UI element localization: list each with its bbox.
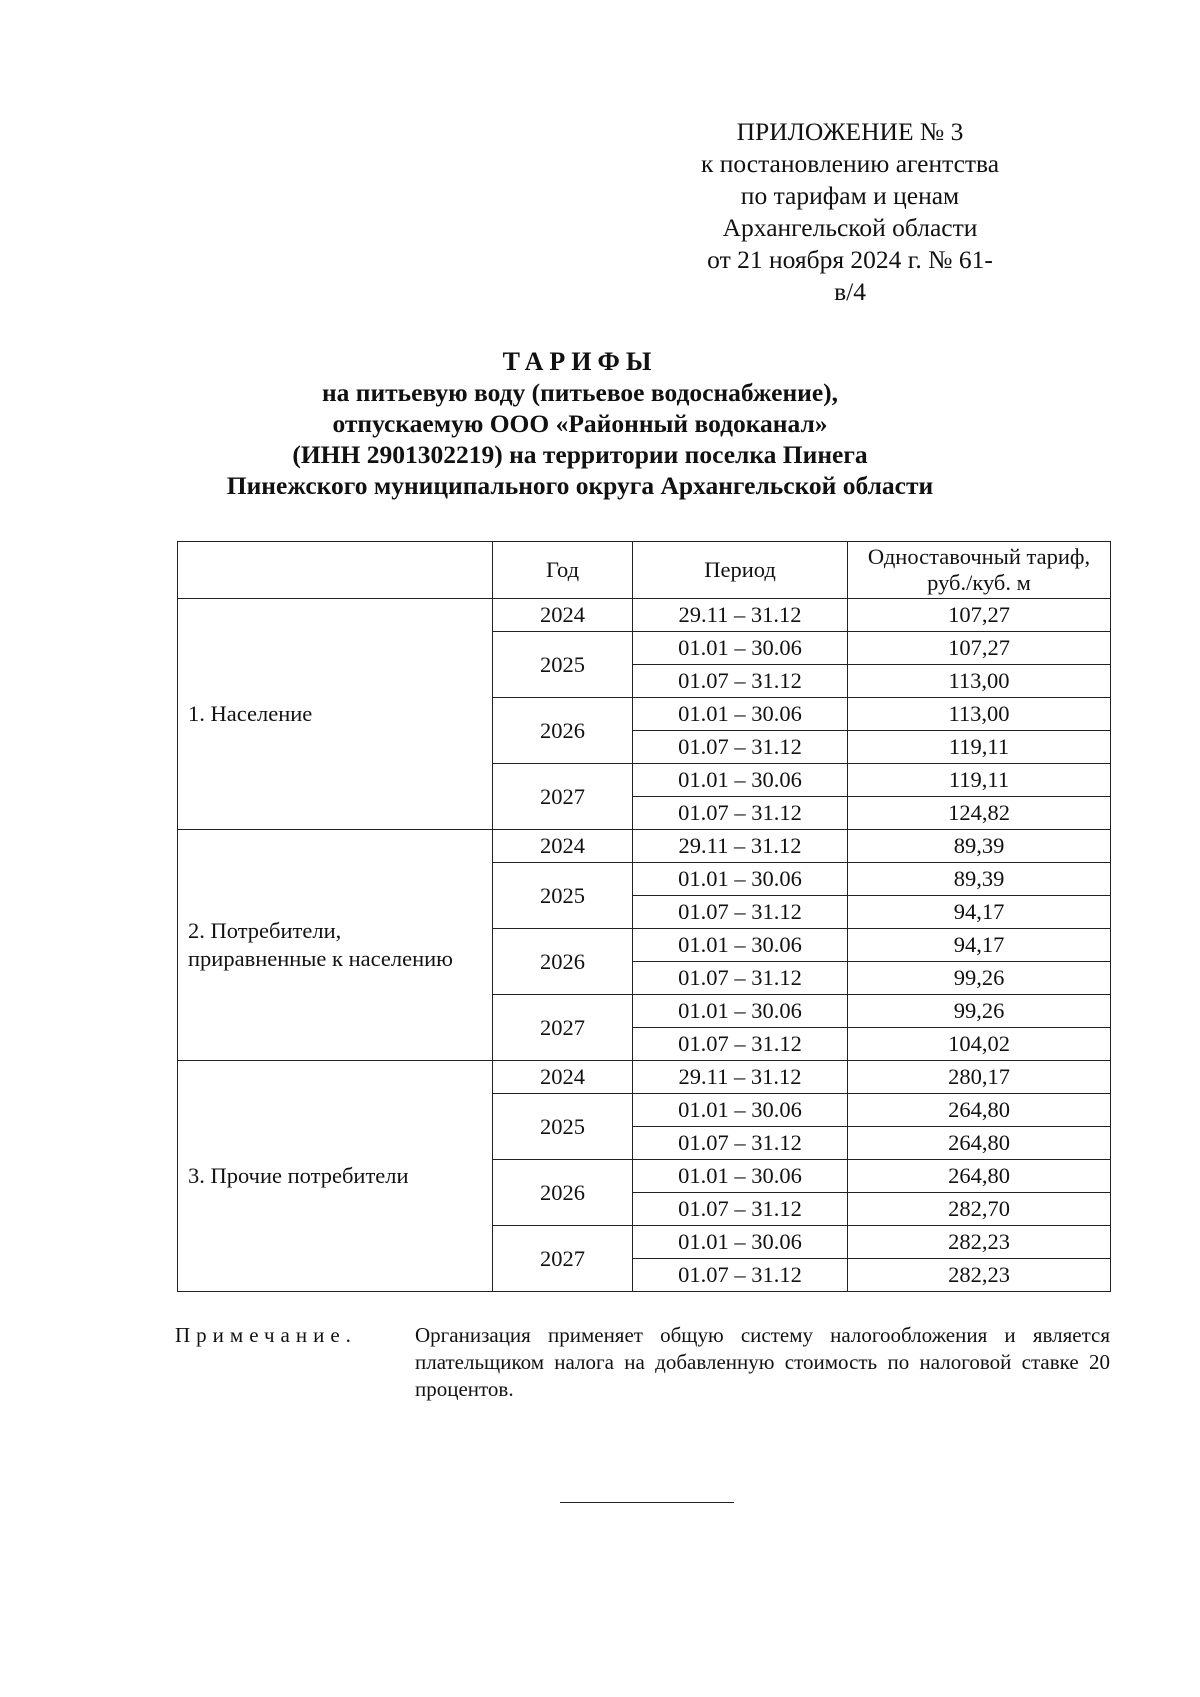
period-cell: 01.01 – 30.06	[633, 1094, 848, 1127]
tariff-cell: 264,80	[848, 1094, 1111, 1127]
period-cell: 01.07 – 31.12	[633, 1127, 848, 1160]
tariff-cell: 264,80	[848, 1160, 1111, 1193]
period-cell: 29.11 – 31.12	[633, 599, 848, 632]
tariff-cell: 107,27	[848, 599, 1111, 632]
table-row	[178, 599, 1111, 632]
year-cell: 2025	[493, 632, 633, 698]
appendix-number: ПРИЛОЖЕНИЕ № 3	[736, 117, 964, 146]
category-cell: 1. Население	[178, 599, 493, 830]
year-cell: 2026	[493, 698, 633, 764]
table-row	[178, 830, 1111, 863]
period-cell: 01.01 – 30.06	[633, 1160, 848, 1193]
note-label: Примечание.	[175, 1323, 357, 1347]
period-cell: 01.07 – 31.12	[633, 1028, 848, 1061]
title-line: (ИНН 2901302219) на территории поселка Пинега	[292, 440, 868, 469]
period-cell: 01.01 – 30.06	[633, 698, 848, 731]
appendix-ref-line: к постановлению агентства	[700, 149, 1000, 178]
header-period: Период	[633, 542, 848, 599]
year-cell: 2024	[493, 1061, 633, 1094]
year-cell: 2027	[493, 764, 633, 830]
tariff-cell: 104,02	[848, 1028, 1111, 1061]
period-cell: 01.01 – 30.06	[633, 863, 848, 896]
appendix-date-line: от 21 ноября 2024 г. № 61-в/4	[707, 245, 993, 306]
tariff-cell: 89,39	[848, 830, 1111, 863]
period-cell: 01.07 – 31.12	[633, 962, 848, 995]
appendix-ref-line: Архангельской области	[722, 213, 978, 242]
tariff-cell: 99,26	[848, 995, 1111, 1028]
year-cell: 2027	[493, 1226, 633, 1292]
period-cell: 01.01 – 30.06	[633, 929, 848, 962]
header-category	[178, 542, 493, 599]
table-body	[178, 599, 1111, 1292]
year-cell: 2026	[493, 1160, 633, 1226]
period-cell: 01.01 – 30.06	[633, 764, 848, 797]
table-header-row	[178, 542, 1111, 599]
category-line: 2. Потребители,	[188, 918, 342, 943]
tariff-cell: 264,80	[848, 1127, 1111, 1160]
period-cell: 01.07 – 31.12	[633, 1259, 848, 1292]
year-cell: 2025	[493, 1094, 633, 1160]
note-text: Организация применяет общую систему налогообложения и является плательщиком налога на добавленную стоимость по налоговой ставке 20 процентов.	[415, 1323, 1110, 1401]
tariff-cell: 282,70	[848, 1193, 1111, 1226]
tariff-cell: 113,00	[848, 698, 1111, 731]
header-tariff	[848, 542, 1111, 599]
tariff-cell: 94,17	[848, 896, 1111, 929]
period-cell: 01.07 – 31.12	[633, 896, 848, 929]
title-line: на питьевую воду (питьевое водоснабжение),	[321, 378, 839, 407]
year-cell: 2027	[493, 995, 633, 1061]
year-cell: 2024	[493, 599, 633, 632]
category-cell	[178, 830, 493, 1061]
tariff-cell: 94,17	[848, 929, 1111, 962]
period-cell: 01.01 – 30.06	[633, 1226, 848, 1259]
tariff-cell: 282,23	[848, 1226, 1111, 1259]
tariff-cell: 280,17	[848, 1061, 1111, 1094]
period-cell: 01.07 – 31.12	[633, 797, 848, 830]
tariff-cell: 107,27	[848, 632, 1111, 665]
table-row	[178, 1061, 1111, 1094]
tariff-cell: 282,23	[848, 1259, 1111, 1292]
year-cell: 2024	[493, 830, 633, 863]
title-main: ТАРИФЫ	[502, 347, 658, 376]
tariff-cell: 124,82	[848, 797, 1111, 830]
tariff-cell: 89,39	[848, 863, 1111, 896]
tariff-cell: 99,26	[848, 962, 1111, 995]
end-separator-line	[560, 1502, 734, 1503]
tariff-cell: 119,11	[848, 764, 1111, 797]
header-tariff-unit: руб./куб. м	[927, 570, 1031, 595]
year-cell: 2026	[493, 929, 633, 995]
tariff-table	[177, 541, 1111, 1292]
title-line: Пинежского муниципального округа Архангельской области	[226, 471, 934, 500]
period-cell: 01.07 – 31.12	[633, 1193, 848, 1226]
category-line: приравненные к населению	[188, 946, 453, 971]
period-cell: 29.11 – 31.12	[633, 830, 848, 863]
period-cell: 29.11 – 31.12	[633, 1061, 848, 1094]
header-tariff-line: Одноставочный тариф,	[867, 544, 1091, 569]
document-title	[130, 346, 1030, 501]
appendix-header	[700, 116, 1000, 308]
period-cell: 01.01 – 30.06	[633, 632, 848, 665]
period-cell: 01.07 – 31.12	[633, 731, 848, 764]
appendix-ref-line: по тарифам и ценам	[740, 181, 960, 210]
year-cell: 2025	[493, 863, 633, 929]
period-cell: 01.07 – 31.12	[633, 665, 848, 698]
category-cell: 3. Прочие потребители	[178, 1061, 493, 1292]
tariff-cell: 113,00	[848, 665, 1111, 698]
period-cell: 01.01 – 30.06	[633, 995, 848, 1028]
title-line: отпускаемую ООО «Районный водоканал»	[332, 409, 828, 438]
header-year: Год	[493, 542, 633, 599]
tariff-cell: 119,11	[848, 731, 1111, 764]
